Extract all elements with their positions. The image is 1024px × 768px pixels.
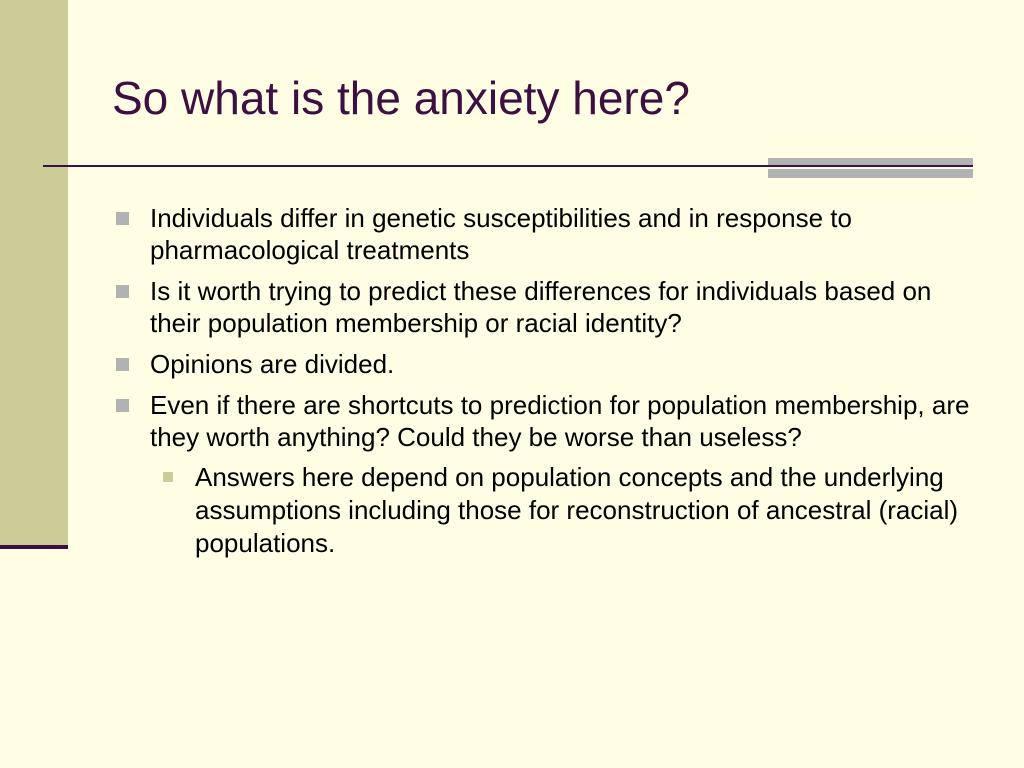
bullet-item bbox=[113, 275, 983, 339]
slide-body bbox=[113, 202, 983, 560]
bullet-item bbox=[113, 389, 983, 453]
sidebar-underline bbox=[0, 545, 68, 549]
square-bullet-icon bbox=[116, 285, 129, 298]
square-bullet-icon bbox=[116, 358, 129, 371]
bullet-text: Is it worth trying to predict these differences for individuals based on their population membership or racial identity? bbox=[150, 276, 932, 338]
square-bullet-icon bbox=[116, 399, 129, 412]
bullet-text: Individuals differ in genetic susceptibilities and in response to pharmacological treatments bbox=[150, 203, 852, 265]
accent-bars-decoration bbox=[768, 158, 973, 179]
bullet-text: Even if there are shortcuts to prediction for population membership, are they worth anything? Could they be worse than useless? bbox=[150, 390, 970, 452]
sub-bullet-item bbox=[160, 461, 983, 560]
sidebar-decoration bbox=[0, 0, 68, 545]
accent-bar-bottom bbox=[768, 169, 973, 178]
slide-title: So what is the anxiety here? bbox=[112, 72, 690, 124]
sub-bullet-text: Answers here depend on population concepts and the underlying assumptions including those for reconstruction of ancestral (racial) populations. bbox=[195, 462, 959, 558]
square-bullet-icon bbox=[116, 212, 129, 225]
small-square-bullet-icon bbox=[163, 472, 173, 482]
bullet-item bbox=[113, 202, 983, 266]
bullet-item bbox=[113, 348, 983, 380]
accent-bar-top bbox=[768, 158, 973, 165]
bullet-text: Opinions are divided. bbox=[150, 349, 395, 379]
